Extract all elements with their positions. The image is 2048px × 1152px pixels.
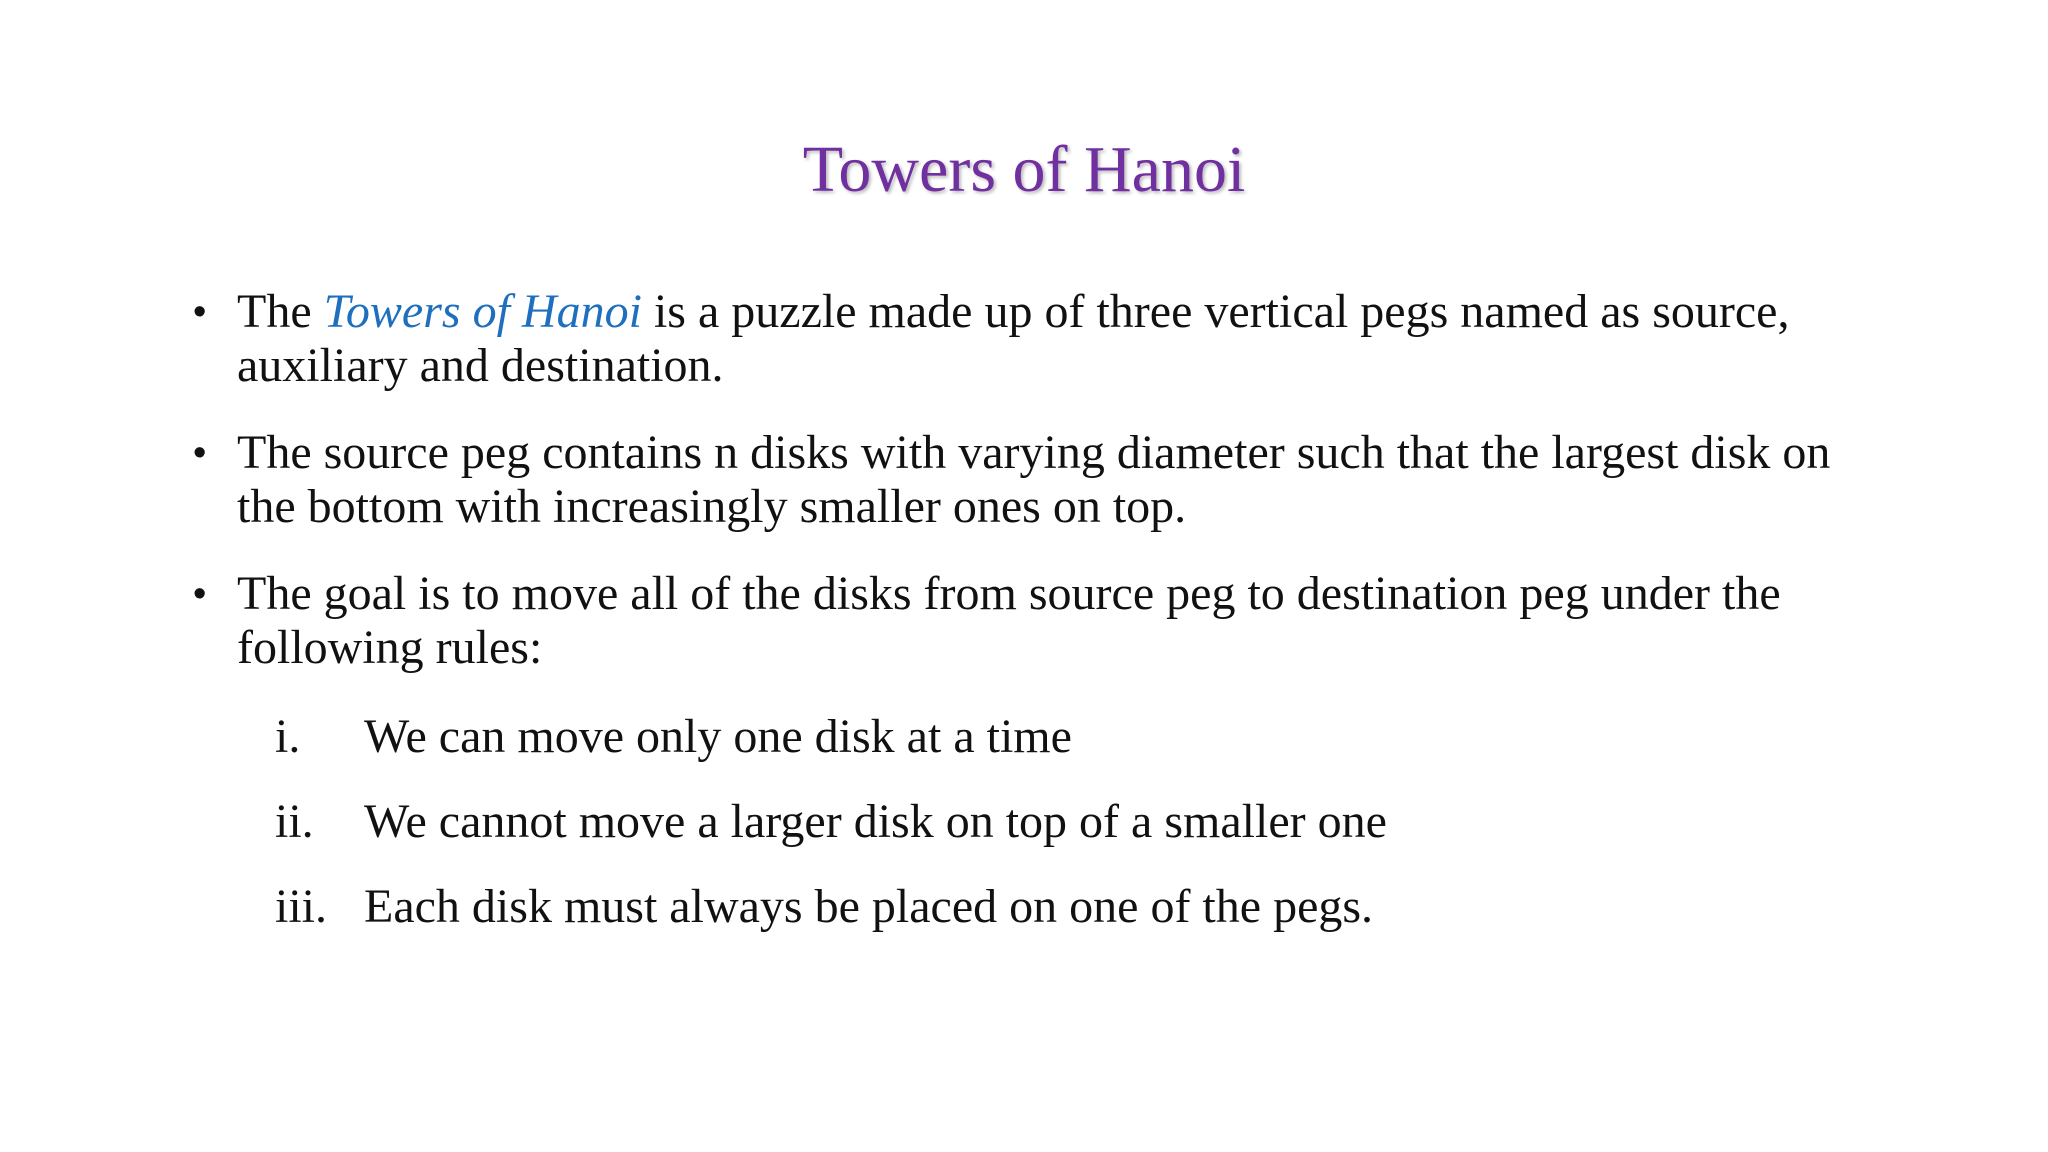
bullet-item — [190, 285, 1870, 393]
rule-number: ii. — [275, 795, 314, 848]
rules-list — [275, 710, 1875, 965]
bullet-item — [190, 426, 1870, 534]
bullet-marker: • — [193, 573, 207, 615]
rule-item — [275, 795, 1875, 880]
bullet-text — [237, 285, 1789, 392]
rule-item — [275, 710, 1875, 795]
bullet-text-after: is a puzzle made up of three vertical pegs named as source, auxiliary and destination. — [237, 285, 1790, 392]
bullet-marker: • — [193, 291, 207, 333]
bullet-text: The source peg contains n disks with varying diameter such that the largest disk on the bottom with increasingly smaller ones on top. — [237, 426, 1831, 533]
rule-number: i. — [275, 710, 301, 763]
bullet-item — [190, 567, 1870, 675]
rule-item — [275, 880, 1875, 965]
bullet-text: The goal is to move all of the disks from source peg to destination peg under the following rules: — [237, 567, 1781, 674]
rule-text: We can move only one disk at a time — [364, 710, 1072, 763]
highlighted-term: Towers of Hanoi — [323, 285, 642, 338]
bullet-text-before: The — [237, 285, 324, 338]
rule-number: iii. — [275, 880, 328, 933]
bullet-marker: • — [193, 432, 207, 474]
bullet-list — [190, 285, 1870, 708]
rule-text: Each disk must always be placed on one of the pegs. — [364, 880, 1374, 933]
rule-text: We cannot move a larger disk on top of a smaller one — [364, 795, 1387, 848]
slide-title: Towers of Hanoi — [802, 133, 1246, 206]
